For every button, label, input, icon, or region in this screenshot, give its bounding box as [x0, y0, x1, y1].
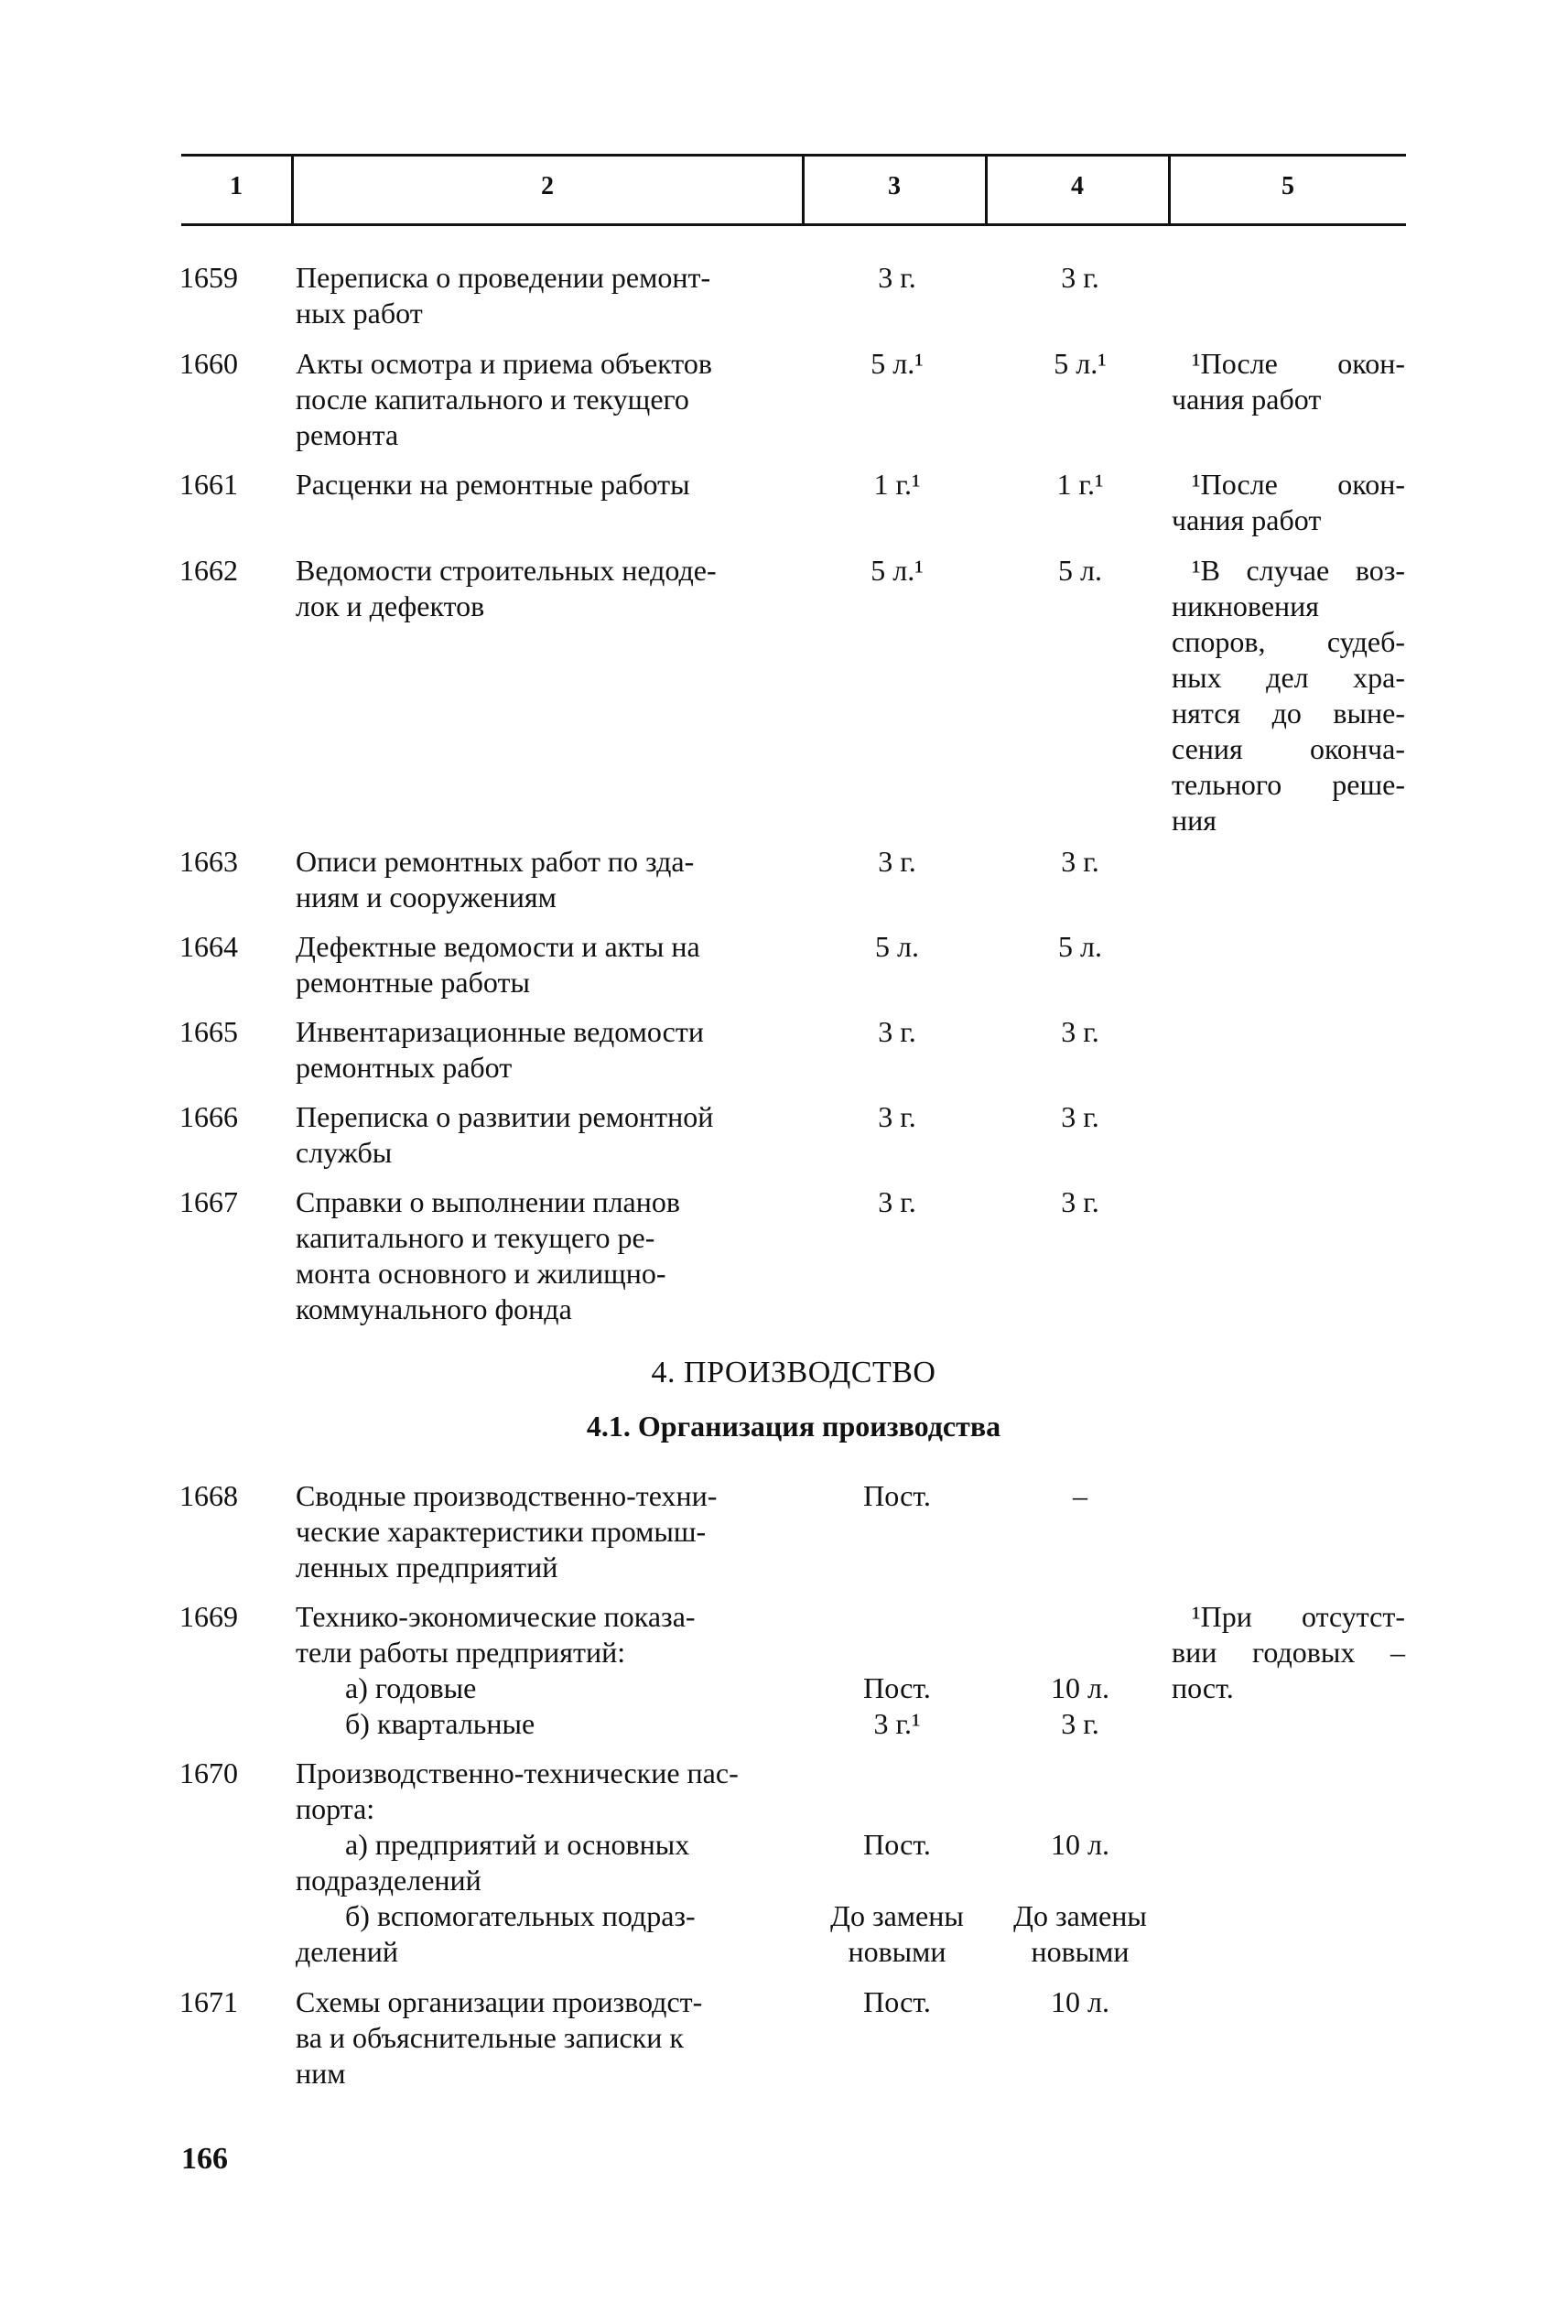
row-title-line: Справки о выполнении планов: [296, 1185, 680, 1218]
row-title-line: ленных предприятий: [296, 1551, 558, 1584]
row-title-line: Расценки на ремонтные работы: [296, 468, 690, 501]
note-line: ных дел хра-: [1172, 661, 1405, 694]
row-note: [1172, 346, 1405, 417]
header-top-rule: [181, 154, 1406, 157]
row-note: [1172, 1599, 1405, 1706]
row-title: [296, 1599, 804, 1742]
row-title-line: Дефектные ведомости и акты на: [296, 930, 700, 963]
row-note: [1172, 553, 1405, 838]
retention-col4: 10 л.: [1051, 1671, 1109, 1704]
row-title: [296, 1184, 804, 1327]
note-line: вии годовых –: [1172, 1636, 1405, 1669]
row-title-line: порта:: [296, 1792, 375, 1825]
row-title-line: Переписка о проведении ремонт-: [296, 261, 711, 294]
row-title-line: Переписка о развитии ремонтной: [296, 1100, 714, 1133]
row-number: 1666: [179, 1100, 238, 1133]
retention-col3: 3 г.: [878, 261, 916, 294]
row-title: [296, 467, 804, 503]
row-number: 1671: [179, 1985, 238, 2018]
retention-col4: 10 л.: [1051, 1828, 1109, 1861]
note-line: ¹После окон-: [1192, 468, 1405, 501]
retention-col4-line: новыми: [1031, 1935, 1130, 1968]
retention-col3-line: До замены: [830, 1899, 964, 1932]
note-line: ¹После окон-: [1192, 347, 1405, 380]
retention-col3: 3 г.: [878, 1100, 916, 1133]
retention-col4: –: [1073, 1479, 1087, 1512]
retention-col3: 3 г.: [878, 1185, 916, 1218]
header-col-3: 3: [888, 172, 901, 200]
row-number: 1667: [179, 1185, 238, 1218]
row-title-line: ремонта: [296, 418, 399, 451]
note-line: чания работ: [1172, 503, 1322, 536]
row-title: [296, 1099, 804, 1171]
row-title: [296, 1984, 804, 2092]
row-subitem-label: подразделений: [296, 1864, 481, 1897]
row-title: [296, 844, 804, 915]
row-subitem-label: б) вспомогательных подраз-: [345, 1899, 696, 1932]
retention-col4: 3 г.: [1061, 845, 1099, 878]
retention-col4: 3 г.: [1061, 1100, 1099, 1133]
row-title: [296, 1014, 804, 1086]
retention-col3: 5 л.: [875, 930, 919, 963]
row-title-line: Описи ремонтных работ по зда-: [296, 845, 695, 878]
header-col-4: 4: [1071, 172, 1084, 200]
row-title-line: Акты осмотра и приема объектов: [296, 347, 712, 380]
row-title: [296, 1478, 804, 1585]
retention-col4: 5 л.: [1058, 930, 1102, 963]
row-title-line: Сводные производственно-техни-: [296, 1479, 718, 1512]
retention-col4: 3 г.: [1061, 1015, 1099, 1048]
page-number: 166: [181, 2142, 228, 2176]
row-title-line: коммунального фонда: [296, 1292, 572, 1325]
retention-col3: Пост.: [863, 1828, 931, 1861]
row-note: [1172, 467, 1405, 538]
row-number: 1661: [179, 468, 238, 501]
note-line: сения оконча-: [1172, 732, 1405, 765]
row-number: 1665: [179, 1015, 238, 1048]
retention-col4: 1 г.¹: [1056, 468, 1104, 501]
header-bottom-rule: [181, 223, 1406, 226]
header-col-2: 2: [541, 172, 554, 200]
row-title: [296, 1756, 804, 1970]
row-title-line: Технико-экономические показа-: [296, 1600, 696, 1633]
row-number: 1670: [179, 1757, 238, 1789]
row-number: 1668: [179, 1479, 238, 1512]
retention-col4: 3 г.: [1061, 1185, 1099, 1218]
note-line: нятся до выне-: [1172, 697, 1405, 730]
row-title-line: ремонтные работы: [296, 966, 530, 999]
row-title-line: Производственно-технические пас-: [296, 1757, 739, 1789]
retention-col4: 10 л.: [1051, 1985, 1109, 2018]
row-number: 1662: [179, 554, 238, 587]
row-title-line: ремонтных работ: [296, 1051, 513, 1084]
note-line: никновения: [1172, 589, 1320, 622]
retention-col3: [806, 1898, 989, 1970]
row-title-line: ним: [296, 2057, 346, 2090]
note-line: тельного реше-: [1172, 768, 1405, 801]
row-subitem-label: б) квартальные: [345, 1707, 535, 1740]
row-title-line: ва и объяснительные записки к: [296, 2021, 684, 2054]
row-number: 1669: [179, 1600, 238, 1633]
header-col-5: 5: [1281, 172, 1294, 200]
row-number: 1663: [179, 845, 238, 878]
row-subitem-label: а) годовые: [345, 1671, 477, 1704]
note-line: ¹При отсутст-: [1192, 1600, 1405, 1633]
row-title: [296, 260, 804, 331]
retention-col3: Пост.: [863, 1985, 931, 2018]
retention-col3: 3 г.: [878, 1015, 916, 1048]
row-title-line: тели работы предприятий:: [296, 1636, 626, 1669]
row-title-line: монта основного и жилищно-: [296, 1257, 666, 1290]
row-title-line: ческие характеристики промыш-: [296, 1515, 707, 1548]
row-title-line: службы: [296, 1136, 393, 1169]
retention-col3: 5 л.¹: [871, 347, 924, 380]
retention-col3: 3 г.: [878, 845, 916, 878]
retention-col4: 3 г.: [1061, 261, 1099, 294]
section-title: 4. ПРОИЗВОДСТВО: [651, 1356, 936, 1389]
row-title: [296, 346, 804, 453]
retention-col4: [989, 1898, 1172, 1970]
retention-col3: 5 л.¹: [871, 554, 924, 587]
row-title: [296, 553, 804, 624]
retention-col3-line: новыми: [848, 1935, 946, 1968]
retention-col3: 1 г.¹: [873, 468, 921, 501]
note-line: пост.: [1172, 1671, 1234, 1704]
retention-col3: Пост.: [863, 1671, 931, 1704]
row-title-line: Ведомости строительных недоде-: [296, 554, 717, 587]
note-line: ¹В случае воз-: [1192, 554, 1405, 587]
row-title-line: Инвентаризационные ведомости: [296, 1015, 704, 1048]
note-line: ния: [1172, 804, 1217, 837]
note-line: споров, судеб-: [1172, 625, 1405, 658]
retention-col4-line: До замены: [1013, 1899, 1147, 1932]
row-title-line: ных работ: [296, 297, 423, 330]
retention-col4: 5 л.: [1058, 554, 1102, 587]
row-title: [296, 929, 804, 1000]
row-subitem-label: а) предприятий и основных: [345, 1828, 690, 1861]
note-line: чания работ: [1172, 383, 1322, 416]
retention-col3: Пост.: [863, 1479, 931, 1512]
row-title-line: лок и дефектов: [296, 589, 485, 622]
row-title-line: капитального и текущего ре-: [296, 1221, 655, 1254]
header-col-1: 1: [230, 172, 243, 200]
retention-col4: 5 л.¹: [1054, 347, 1107, 380]
retention-col3: 3 г.¹: [873, 1707, 921, 1740]
row-title-line: ниям и сооружениям: [296, 881, 557, 913]
subsection-title: 4.1. Организация производства: [586, 1410, 1001, 1443]
retention-col4: 3 г.: [1061, 1707, 1099, 1740]
row-number: 1659: [179, 261, 238, 294]
row-number: 1660: [179, 347, 238, 380]
row-title-line: Схемы организации производст-: [296, 1985, 703, 2018]
row-title-line: после капитального и текущего: [296, 383, 689, 416]
row-number: 1664: [179, 930, 238, 963]
row-subitem-label: делений: [296, 1935, 399, 1968]
